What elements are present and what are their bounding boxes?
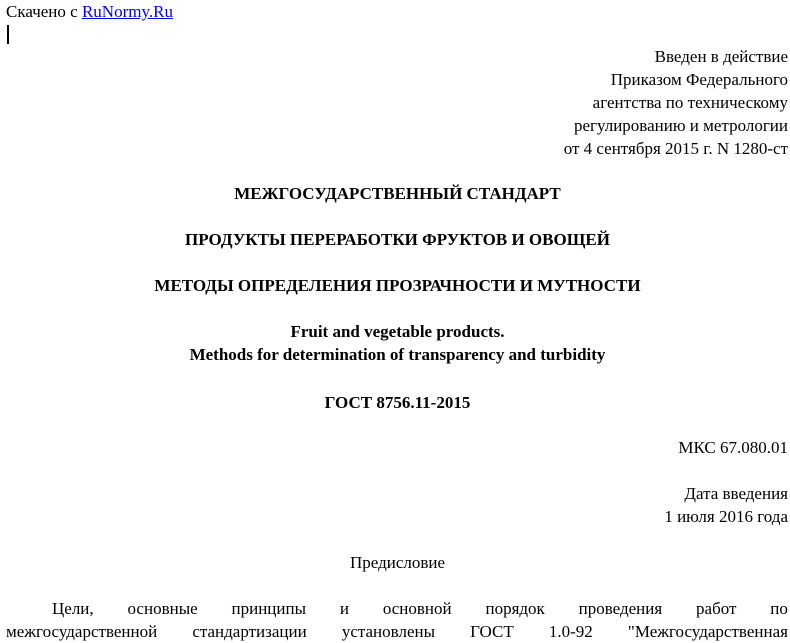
gost-number: ГОСТ 8756.11-2015 <box>324 393 471 412</box>
word: по <box>770 599 788 618</box>
word: межгосударственной <box>6 622 158 641</box>
word: и <box>339 599 349 618</box>
word: ГОСТ <box>470 622 514 641</box>
mks-code: МКС 67.080.01 <box>678 438 788 457</box>
approval-line: Приказом Федерального <box>610 70 788 89</box>
approval-block <box>564 45 788 160</box>
source-prefix: Скачено с <box>6 2 78 21</box>
word: "Межгосударственная <box>627 622 788 641</box>
word: проведения <box>578 599 663 618</box>
source-line <box>6 0 173 23</box>
word: основные <box>127 599 198 618</box>
approval-line: агентства по техническому <box>592 93 788 112</box>
word: стандартизации <box>192 622 307 641</box>
english-title-line2: Methods for determination of transparency and turbidity <box>189 345 606 364</box>
approval-line: от 4 сентября 2015 г. N 1280-ст <box>563 139 788 158</box>
word: 1.0-92 <box>548 622 593 641</box>
word: основной <box>382 599 452 618</box>
intro-date-value: 1 июля 2016 года <box>664 507 788 526</box>
paragraph-line-2 <box>6 620 788 643</box>
standard-type-heading: МЕЖГОСУДАРСТВЕННЫЙ СТАНДАРТ <box>234 184 561 203</box>
approval-line: регулированию и метрологии <box>573 116 788 135</box>
word: принципы <box>231 599 307 618</box>
runormy-link[interactable]: RuNormy.Ru <box>81 2 173 21</box>
foreword-paragraph <box>6 597 788 643</box>
approval-line: Введен в действие <box>654 47 788 66</box>
methods-heading: МЕТОДЫ ОПРЕДЕЛЕНИЯ ПРОЗРАЧНОСТИ И МУТНОСТИ <box>154 276 641 295</box>
word: установлены <box>341 622 436 641</box>
paragraph-line-1 <box>6 597 788 620</box>
word: работ <box>696 599 737 618</box>
word: Цели, <box>52 599 94 618</box>
english-title-line1: Fruit and vegetable products. <box>290 322 505 341</box>
text-cursor <box>7 25 9 44</box>
word: порядок <box>485 599 545 618</box>
product-heading: ПРОДУКТЫ ПЕРЕРАБОТКИ ФРУКТОВ И ОВОЩЕЙ <box>185 230 610 249</box>
foreword-title: Предисловие <box>349 553 446 572</box>
intro-date-label: Дата введения <box>684 484 788 503</box>
